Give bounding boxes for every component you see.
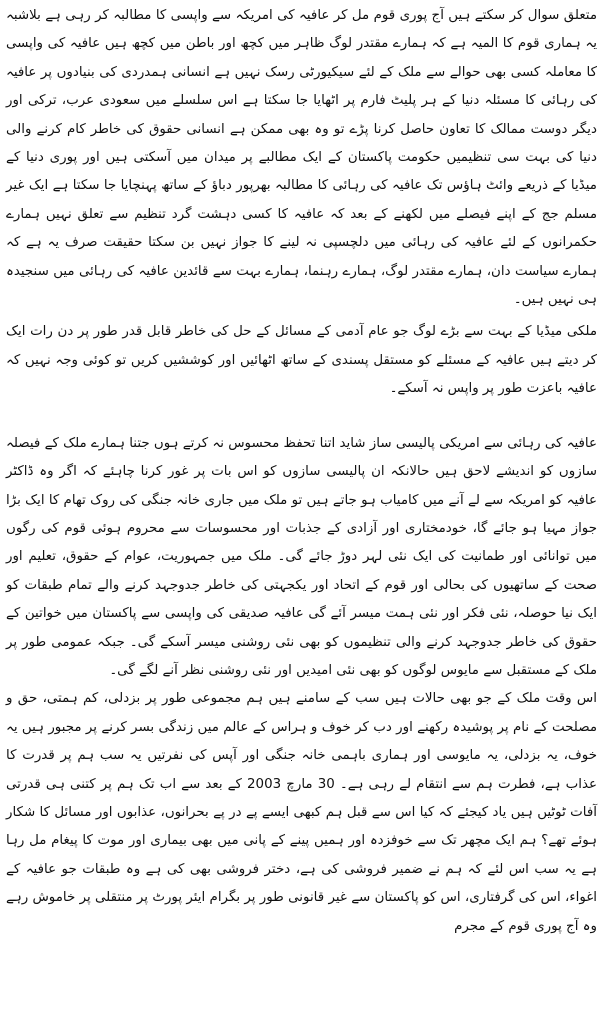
article-paragraph-2: ملکی میڈیا کے بہت سے بڑے لوگ جو عام آدمی کے مسائل کے حل کی خاطر قابل قدر طور پر دن رات ایک کر دیتے ہیں عافیہ کے مسئلے کو مستقل پسندی کے ساتھ اٹھائیں اور کوششیں کریں تو کوئی وجہ نہیں کہ عافیہ باعزت طور پر واپس نہ آسکے۔: [6, 324, 597, 397]
article-paragraph-1: متعلق سوال کر سکتے ہیں آج پوری قوم مل کر عافیہ کی امریکہ سے واپسی کا مطالبہ کر رہی ہے بلاشبہ یہ ہماری قوم کا المیہ ہے کہ ہمارے مقتدر لوگ ظاہر میں کچھ اور باطن میں کچھ ہیں عافیہ کی واپسی کا معاملہ کسی بھی حوالے سے ملک کے لئے سیکیورٹی رسک نہیں ہے انسانی ہمدردی کی بنیادوں پر عافیہ کی رہائی کا مسئلہ دنیا کے ہر پلیٹ فارم پر اٹھایا جا سکتا ہے اس سلسلے میں سعودی عرب، ترکی اور دیگر دوست ممالک کا تعاون حاصل کرنا پڑے تو وہ بھی ممکن ہے انسانی حقوق کی خاطر کام کرنے والی دنیا کی بہت سی تنظیمیں حکومت پاکستان کے ایک مطالبے پر میدان میں آسکتی ہیں اور پوری دنیا کے میڈیا کے ذریعے وائٹ ہاؤس تک عافیہ کی رہائی کا مطالبہ بھرپور دباؤ کے ساتھ پہنچایا جا سکتا ہے ایک غیر مسلم جج کے اپنے فیصلے میں لکھنے کے بعد کہ عافیہ کا کسی دہشت گرد تنظیم سے تعلق نہیں ہمارے حکمرانوں کے لئے عافیہ کی رہائی میں دلچسپی نہ لینے کا جواز نہیں بن سکتا حقیقت صرف یہ ہے کہ ہمارے سیاست دان، ہمارے مقتدر لوگ، ہمارے رہنما، ہمارے بہت سے قائدین عافیہ کی رہائی میں سنجیدہ ہی نہیں ہیں۔: [6, 8, 597, 308]
article-paragraph-4: اس وقت ملک کے جو بھی حالات ہیں سب کے سامنے ہیں ہم مجموعی طور پر بزدلی، کم ہمتی، حق و مصلحت کے نام پر پوشیدہ رکھنے اور دب کر خوف و ہراس کے عالم میں زندگی بسر کرنے پر مجبور ہیں یہ خوف، یہ بزدلی، یہ مایوسی اور ہماری باہمی خانہ جنگی اور آپس کی نفرتیں یہ سب ہم پر قدرت کا عذاب ہے، فطرت ہم سے انتقام لے رہی ہے۔ 30 مارچ 2003 کے بعد سے اب تک ہم پر کتنی ہی قدرتی آفات ٹوٹیں ہیں یاد کیجئے کہ کیا اس سے قبل ہم کبھی ایسے پے در پے بحرانوں، عذابوں اور مسائل کا شکار ہوئے تھے؟ ہم ایک مچھر تک سے خوفزدہ اور ہمیں پینے کے پانی میں بھی بیماری اور موت کا پیغام مل رہا ہے یہ سب اس لئے کہ ہم نے ضمیر فروشی کی ہے، دختر فروشی بھی کی ہے وہ طبقات جو عافیہ کے اغواء، اس کی گرفتاری، اس کو پاکستان سے غیر قانونی طور پر بگرام ایئر پورٹ پر منتقلی پر خاموش رہے وہ آج پوری قوم کے مجرم: [6, 691, 597, 934]
urdu-article-text: [6, 2, 597, 941]
article-paragraph-3: عافیہ کی رہائی سے امریکی پالیسی ساز شاید اتنا تحفظ محسوس نہ کرتے ہوں جتنا ہمارے ملک کے فیصلہ سازوں کو اندیشے لاحق ہیں حالانکہ ان پالیسی سازوں کو اس بات پر غور کرنا چاہئے کہ اگر وہ ڈاکٹر عافیہ کو امریکہ سے لے آنے میں کامیاب ہو جاتے ہیں تو ملک میں جاری خانہ جنگی کی روک تھام کا ایک بڑا جواز مہیا ہو جائے گا، خودمختاری اور آزادی کے جذبات اور محسوسات سے محروم ہوئی قوم کی رگوں میں توانائی اور طمانیت کی ایک نئی لہر دوڑ جائے گی۔ ملک میں جمہوریت، عوام کے حقوق، تعلیم اور صحت کے ساتھیوں کی بحالی اور قوم کے اتحاد اور یکجہتی کی خاطر جدوجہد کرنے والے تمام طبقات کو ایک نیا حوصلہ، نئی فکر اور نئی ہمت میسر آئے گی عافیہ صدیقی کی واپسی سے پاکستان میں خواتین کے حقوق کی خاطر جدوجہد کرنے والی تنظیموں کو بھی نئی روشنی میسر آسکے گی۔ جبکہ عمومی طور پر ملک کے مستقبل سے مایوس لوگوں کو بھی نئی امیدیں اور نئی روشنی نظر آنے لگے گی۔: [6, 435, 597, 678]
